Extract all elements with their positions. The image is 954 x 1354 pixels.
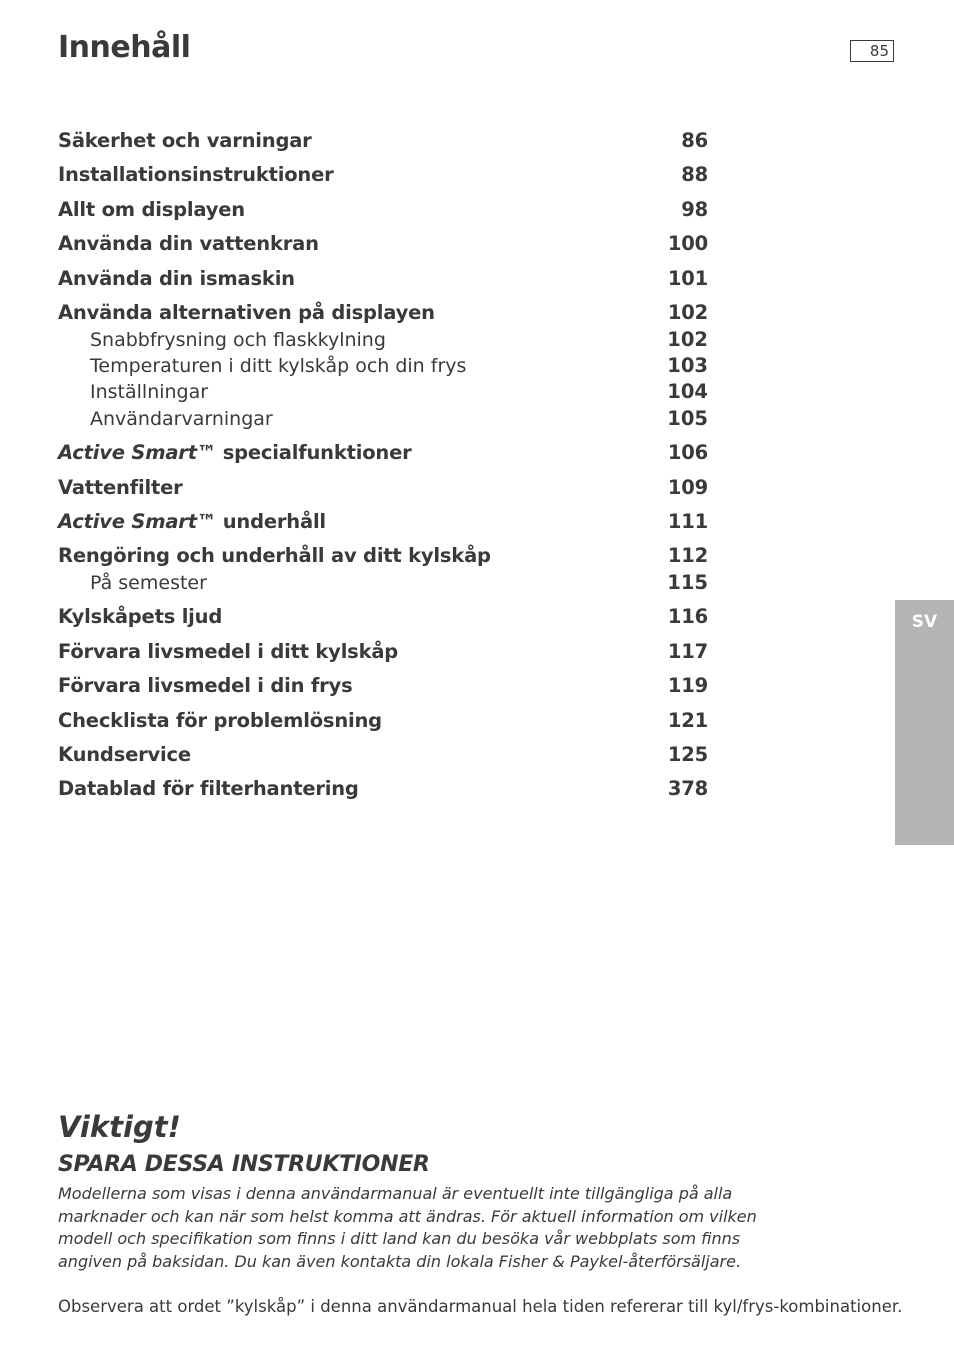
toc-entry-title <box>58 572 207 594</box>
toc-entry-page: 98 <box>681 198 708 221</box>
toc-entry-text: ™ specialfunktioner <box>196 441 412 464</box>
toc-entry <box>58 640 708 663</box>
toc-entry-text: Förvara livsmedel i ditt kylskåp <box>58 640 399 663</box>
toc-entry-text: Inställningar <box>90 381 209 403</box>
toc-entry-page: 109 <box>667 476 708 499</box>
toc-entry <box>58 777 708 800</box>
toc-entry-title <box>58 232 319 255</box>
toc-entry <box>58 510 708 533</box>
toc-entry-page: 103 <box>667 354 708 377</box>
toc-entry-page: 111 <box>667 510 708 533</box>
toc-entry-page: 102 <box>667 328 708 351</box>
toc-entry-title <box>58 544 491 567</box>
toc-entry <box>58 743 708 766</box>
page-number: 85 <box>850 40 894 62</box>
toc-entry <box>58 198 708 221</box>
toc-entry-text: Användarvarningar <box>90 408 273 430</box>
toc-entry-title <box>58 640 398 663</box>
toc-entry-page: 88 <box>681 163 708 186</box>
toc-entry-title <box>58 198 245 221</box>
toc-entry-brand: Active Smart <box>58 510 197 533</box>
disclaimer-line: Modellerna som visas i denna användarmanual är eventuellt inte tillgängliga på alla <box>58 1184 733 1203</box>
disclaimer-line: marknader och kan när som helst komma att ändras. För aktuell information om vilken <box>58 1206 757 1226</box>
toc-entry-title <box>58 605 222 628</box>
toc-entry <box>58 267 708 290</box>
toc-entry <box>58 380 708 403</box>
toc-entry <box>58 163 708 186</box>
toc-entry-page: 106 <box>667 441 708 464</box>
toc-entry-title <box>58 381 208 403</box>
toc-entry-page: 86 <box>681 129 708 152</box>
toc-entry-text: Snabbfrysning och flaskkylning <box>90 329 386 351</box>
toc-entry-page: 112 <box>667 544 708 567</box>
toc-entry-page: 100 <box>667 232 708 255</box>
toc-entry <box>58 544 708 567</box>
toc-entry-title <box>58 355 466 377</box>
toc-entry-title <box>58 163 334 186</box>
toc-entry-page: 104 <box>667 380 708 403</box>
toc-entry-title <box>58 408 273 430</box>
toc-entry-text: Förvara livsmedel i din frys <box>58 674 353 697</box>
toc-entry-page: 117 <box>667 640 708 663</box>
toc-entry-page: 378 <box>667 777 708 800</box>
toc-entry-brand: Active Smart <box>58 441 197 464</box>
toc-entry <box>58 328 708 351</box>
toc-entry-page: 116 <box>667 605 708 628</box>
save-instructions-heading: SPARA DESSA INSTRUKTIONER <box>58 1152 430 1177</box>
toc-entry-text: På semester <box>90 572 207 594</box>
toc-entry-title <box>58 267 295 290</box>
toc-entry-title <box>58 709 382 732</box>
toc-entry-title <box>58 476 183 499</box>
toc-entry-title <box>58 674 352 697</box>
disclaimer-text <box>58 1183 758 1273</box>
toc-entry-page: 101 <box>667 267 708 290</box>
page-title: Innehåll <box>58 30 191 65</box>
toc-entry <box>58 301 708 324</box>
toc-entry-title <box>58 329 386 351</box>
toc-entry-text: Säkerhet och varningar <box>58 129 312 152</box>
toc-entry-text: Allt om displayen <box>58 198 245 221</box>
toc-entry <box>58 441 708 464</box>
disclaimer-line: angiven på baksidan. Du kan även kontakta din lokala Fisher & Paykel-återförsäljare. <box>58 1251 742 1271</box>
toc-entry-title <box>58 777 359 800</box>
toc-entry-text: Vattenfilter <box>58 476 183 499</box>
toc-entry <box>58 605 708 628</box>
toc-entry <box>58 709 708 732</box>
toc-entry-page: 125 <box>667 743 708 766</box>
toc-entry-text: Kylskåpets ljud <box>58 605 223 628</box>
toc-entry <box>58 407 708 430</box>
toc-entry-text: Kundservice <box>58 743 191 766</box>
toc-entry <box>58 129 708 152</box>
toc-entry-page: 121 <box>667 709 708 732</box>
toc-entry-text: Använda din vattenkran <box>58 232 319 255</box>
toc-entry-page: 115 <box>667 571 708 594</box>
language-tab <box>895 600 954 845</box>
toc-entry <box>58 571 708 594</box>
toc-entry-text: Använda alternativen på displayen <box>58 301 435 324</box>
disclaimer-line: modell och specifikation som finns i ditt land kan du besöka vår webbplats som finns <box>58 1229 741 1248</box>
toc-entry-text: ™ underhåll <box>196 510 326 533</box>
toc-entry-title <box>58 301 435 324</box>
toc-entry-page: 105 <box>667 407 708 430</box>
toc-entry-title <box>58 510 326 533</box>
toc-entry-text: Använda din ismaskin <box>58 267 295 290</box>
terminology-note: Observera att ordet ”kylskåp” i denna användarmanual hela tiden refererar till kyl/frys-kombinationer. <box>58 1297 903 1316</box>
toc-entry-text: Checklista för problemlösning <box>58 709 382 732</box>
toc-entry-page: 119 <box>667 674 708 697</box>
toc-entry-title <box>58 129 312 152</box>
toc-entry-text: Temperaturen i ditt kylskåp och din frys <box>90 355 467 377</box>
toc-entry <box>58 232 708 255</box>
toc-entry <box>58 674 708 697</box>
toc-entry-text: Datablad för filterhantering <box>58 777 359 800</box>
toc-entry <box>58 476 708 499</box>
toc-entry <box>58 354 708 377</box>
important-heading: Viktigt! <box>58 1110 181 1144</box>
toc-entry-text: Rengöring och underhåll av ditt kylskåp <box>58 544 491 567</box>
toc-entry-title <box>58 743 191 766</box>
toc-entry-title <box>58 441 412 464</box>
toc-entry-page: 102 <box>667 301 708 324</box>
toc-entry-text: Installationsinstruktioner <box>58 163 334 186</box>
language-tab-label: SV <box>911 612 938 632</box>
